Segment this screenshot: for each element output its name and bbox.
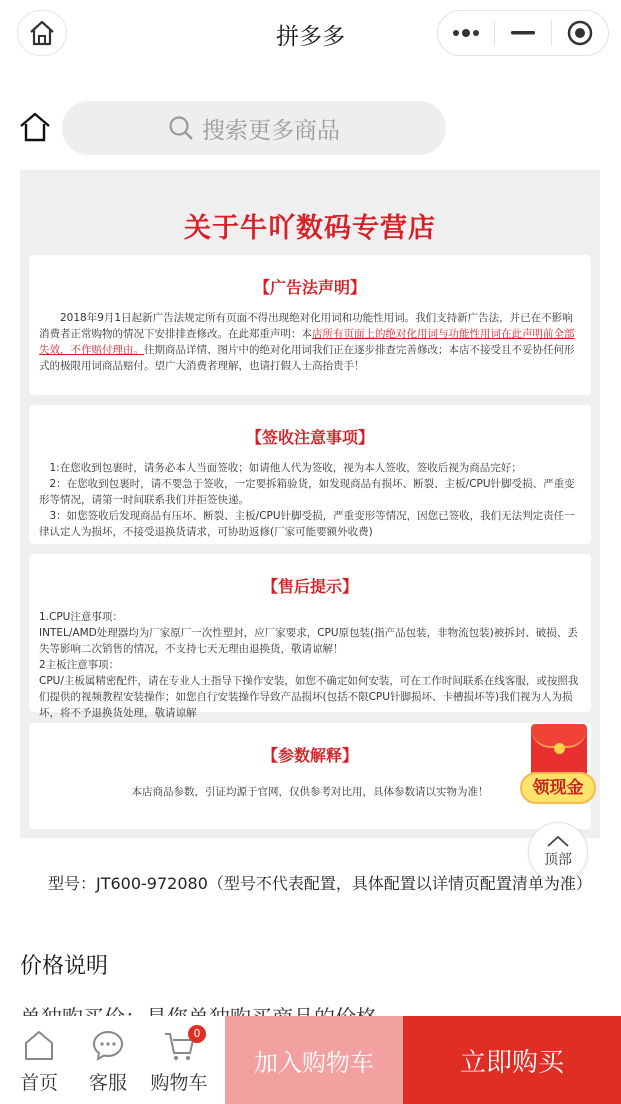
more-button[interactable] <box>438 11 494 55</box>
envelope-label: 领现金 <box>520 772 596 804</box>
chevron-up-icon <box>546 835 570 847</box>
store-home-button[interactable] <box>16 108 54 146</box>
home-outline-icon <box>22 1029 56 1063</box>
nav-home[interactable] <box>6 1016 72 1104</box>
chat-bubble-icon <box>91 1029 125 1063</box>
minimize-button[interactable] <box>495 11 551 55</box>
home-button[interactable] <box>17 10 67 56</box>
ad-law-heading: 【广告法声明】 <box>253 278 366 297</box>
nav-service[interactable] <box>75 1016 141 1104</box>
model-line: 型号：JT600-972080（型号不代表配置，具体配置以详情页配置清单为准） <box>48 874 592 893</box>
params-text: 本店商品参数，引证均源于官网，仅供参考对比用，具体参数请以实物为准！ <box>131 786 489 798</box>
close-target-icon <box>567 20 593 46</box>
page-title: 拼多多 <box>276 24 345 50</box>
search-placeholder: 搜索更多商品 <box>202 117 340 144</box>
nav-home-label: 首页 <box>19 1072 58 1094</box>
nav-cart[interactable] <box>146 1016 212 1104</box>
ad-law-card <box>29 255 591 395</box>
after-sale-card <box>29 554 591 719</box>
ad-law-text: 2018年9月1日起新广告法规定所有页面不得出现绝对化用词和功能性用词。我们支持新广告法，并已在不影响消费者正常购物的情况下安排排查修改。在此郑重声明：本店所有页面上的绝对化用词与功能性用词在此声明前全部失效，不作赔付理由。往期商品详情、图片中的绝对化用词我们正在逐步排查完善修改；本店不接受且不妥协任何形式的极限用词商品赔付。望广大消费者理解，也请打假人士高抬贵手！ <box>39 312 575 372</box>
cash-red-envelope[interactable] <box>520 724 596 806</box>
house-outline-icon <box>18 111 52 143</box>
envelope-seal-icon <box>554 743 565 754</box>
after-sale-heading: 【售后提示】 <box>261 577 358 596</box>
cart-count-badge: 0 <box>188 1025 206 1043</box>
receipt-heading: 【签收注意事项】 <box>245 428 374 447</box>
minimize-icon <box>511 31 535 35</box>
params-heading: 【参数解释】 <box>261 746 358 765</box>
more-dots-icon <box>451 28 481 38</box>
back-to-top-label: 顶部 <box>544 852 572 868</box>
home-icon <box>28 20 56 46</box>
receipt-line: 1:在您收到包裹时，请务必本人当面签收；如请他人代为签收，视为本人签收，签收后视为商品完好； <box>39 462 522 474</box>
add-to-cart-button[interactable]: 加入购物车 <box>225 1016 403 1104</box>
ad-law-highlight: 店所有页面上的绝对化用词与功能性用词在此声明前全部失效，不作赔付理由。 <box>39 328 575 356</box>
buy-now-button[interactable]: 立即购买 <box>403 1016 621 1104</box>
notice-title: 关于牛吖数码专营店 <box>184 213 436 244</box>
price-heading: 价格说明 <box>20 954 109 979</box>
receipt-card <box>29 405 591 544</box>
mini-program-titlebar <box>0 0 621 66</box>
nav-cart-label: 购物车 <box>150 1072 208 1094</box>
params-card <box>29 723 591 829</box>
receipt-line: 2：在您收到包裹时，请不要急于签收，一定要拆箱验货，如发现商品有损坏、断裂、主板/CPU针脚受损、严重变形等情况，请第一时间联系我们并拒签快递。 <box>39 478 575 506</box>
nav-service-label: 客服 <box>88 1072 127 1094</box>
store-notice-image <box>20 170 600 838</box>
capsule-menu <box>437 10 609 56</box>
receipt-line: 3：如您签收后发现商品有压坏、断裂、主板/CPU针脚受损，严重变形等情况，因您已签收，我们无法判定责任一律认定人为损坏，不接受退换货请求，可协助返修(厂家可能要额外收费) <box>39 510 575 538</box>
after-sale-line: INTEL/AMD处理器均为厂家原厂一次性塑封，应厂家要求，CPU原包装(指产品包装，非物流包装)被拆封、破损、丢失等影响二次销售的情况，不支持七天无理由退换货，敬请谅解！ <box>39 627 578 655</box>
close-button[interactable] <box>552 11 608 55</box>
search-icon <box>168 115 194 141</box>
after-sale-line: 2主板注意事项： <box>39 659 120 671</box>
bottom-action-bar <box>0 1016 621 1104</box>
after-sale-line: CPU/主板属精密配件，请在专业人士指导下操作安装，如您不确定如何安装，可在工作时间联系在线客服，或按照我们提供的视频教程安装操作；如您自行安装操作导致产品损坏(包括不限CPU针脚损坏、卡槽损坏等)我们视为人为损坏，将不予退换货处理，敬请谅解 <box>39 675 579 719</box>
after-sale-line: 1.CPU注意事项： <box>39 611 123 623</box>
search-input[interactable] <box>62 101 446 155</box>
